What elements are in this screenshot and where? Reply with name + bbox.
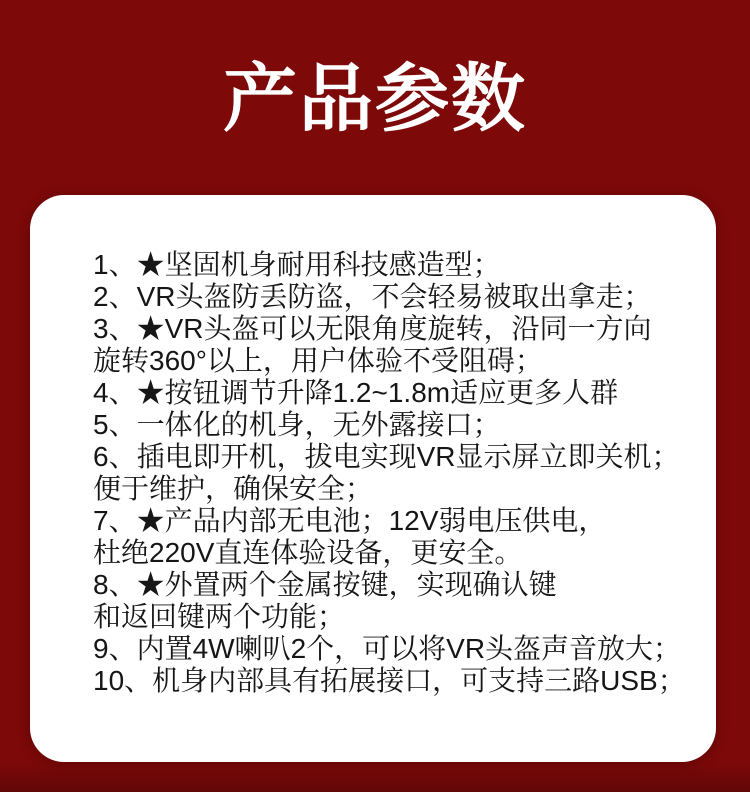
spec-line: 和返回键两个功能； — [93, 601, 346, 632]
spec-line: 旋转360°以上，用户体验不受阻碍； — [93, 345, 543, 376]
spec-line: 1、★坚固机身耐用科技感造型； — [93, 249, 501, 280]
spec-line: 3、★VR头盔可以无限角度旋转，沿同一方向 — [93, 313, 652, 344]
spec-line: 4、★按钮调节升降1.2~1.8m适应更多人群 — [93, 377, 619, 408]
header-band — [0, 0, 750, 195]
bottom-shade — [0, 762, 750, 792]
spec-list — [30, 195, 716, 697]
spec-line: 7、★产品内部无电池；12V弱电压供电， — [93, 505, 607, 536]
page-title: 产品参数 — [223, 57, 527, 140]
spec-line: 5、一体化的机身，无外露接口； — [93, 409, 501, 440]
spec-card — [30, 195, 716, 762]
spec-line: 便于维护，确保安全； — [93, 473, 374, 504]
spec-line: 8、★外置两个金属按键，实现确认键 — [93, 569, 557, 600]
spec-line: 6、插电即开机，拔电实现VR显示屏立即关机； — [93, 441, 680, 472]
spec-line: 2、VR头盔防丢防盗，不会轻易被取出拿走； — [93, 281, 652, 312]
spec-line: 杜绝220V直连体验设备，更安全。 — [93, 537, 523, 568]
spec-line: 10、机身内部具有拓展接口，可支持三路USB； — [93, 665, 686, 696]
spec-line: 9、内置4W喇叭2个，可以将VR头盔声音放大； — [93, 633, 682, 664]
